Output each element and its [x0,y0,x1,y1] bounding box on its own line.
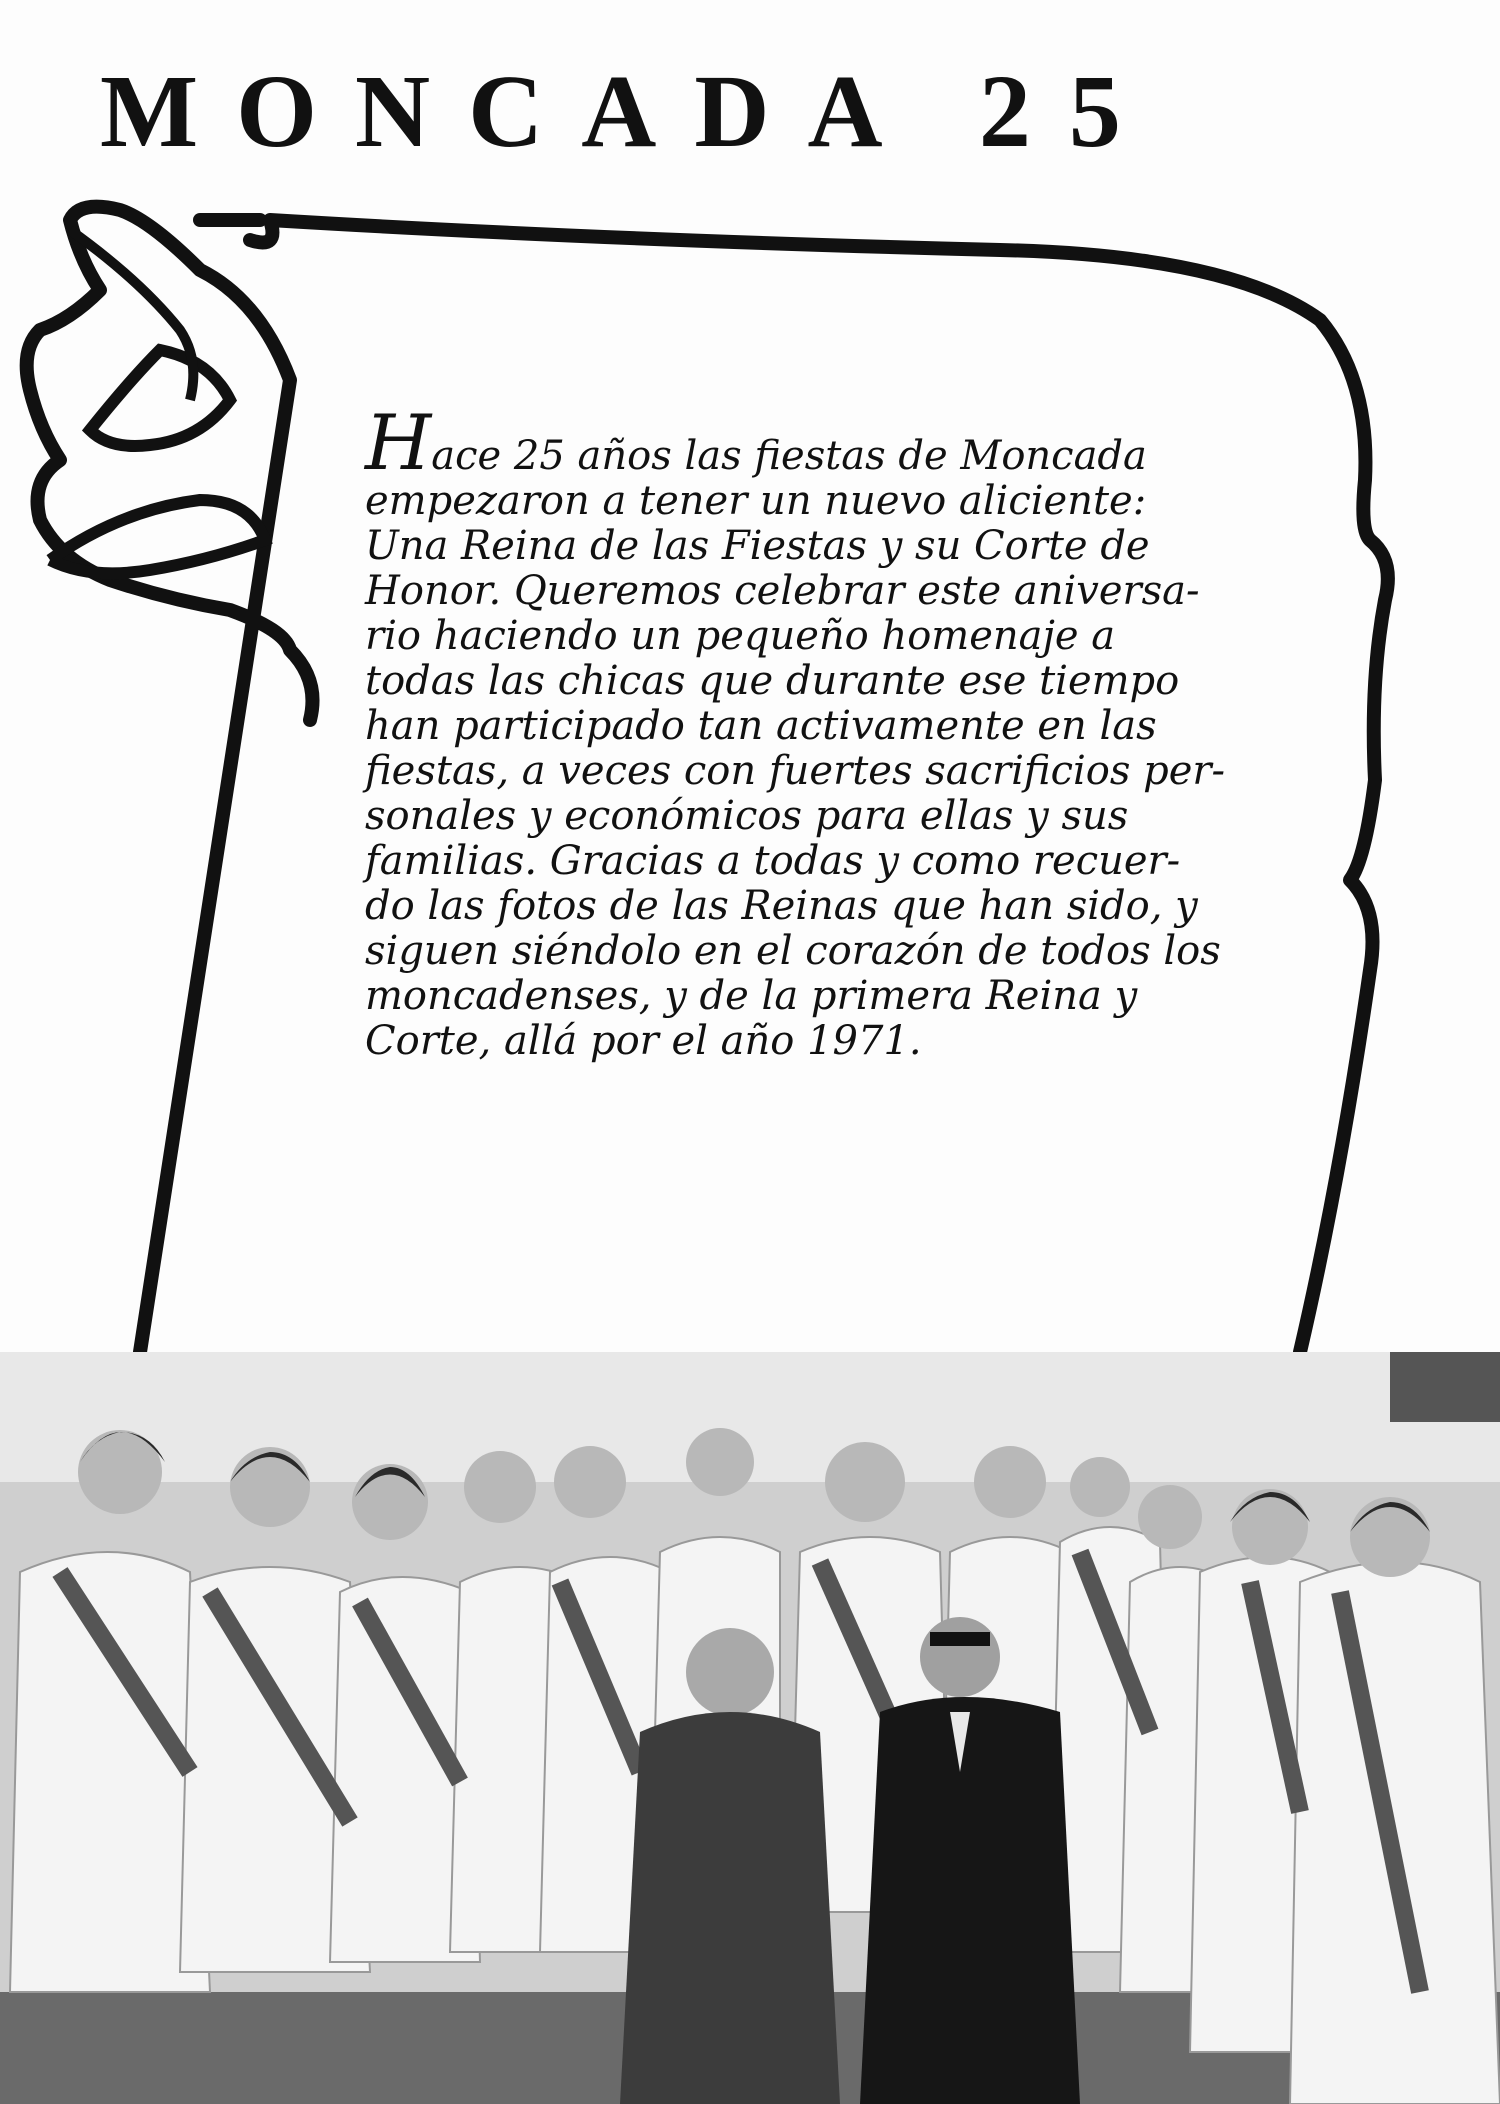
group-photo-icon [0,1352,1500,2104]
text-line-12: moncadenses, y de la primera Reina y [365,973,1138,1019]
text-line-10: do las fotos de las Reinas que han sido, y [365,883,1198,929]
text-line-1: empezaron a tener un nuevo aliciente: [365,478,1147,524]
text-line-13: Corte, allá por el año 1971. [365,1018,922,1064]
text-line [365,398,1305,487]
text-line-9: familias. Gracias a todas y como recuer- [365,838,1181,884]
text-line-2: Una Reina de las Fiestas y su Corte de [365,523,1150,569]
group-photo [0,1352,1500,2104]
scroll-text [365,398,1305,1064]
text-line-7: fiestas, a veces con fuertes sacrificios per- [365,748,1226,794]
text-line-5: todas las chicas que durante ese tiempo [365,658,1180,704]
text-line-6: han participado tan activamente en las [365,703,1157,749]
text-line-3: Honor. Queremos celebrar este aniversa- [365,568,1200,614]
dropcap: H [365,398,432,487]
page-title: MONCADA 25 [100,54,1159,169]
text-line-4: rio haciendo un pequeño homenaje a [365,613,1116,659]
text-line-0: ace 25 años las fiestas de Moncada [431,433,1147,479]
text-line-11: siguen siéndolo en el corazón de todos los [365,928,1221,974]
text-line-8: sonales y económicos para ellas y sus [365,793,1129,839]
